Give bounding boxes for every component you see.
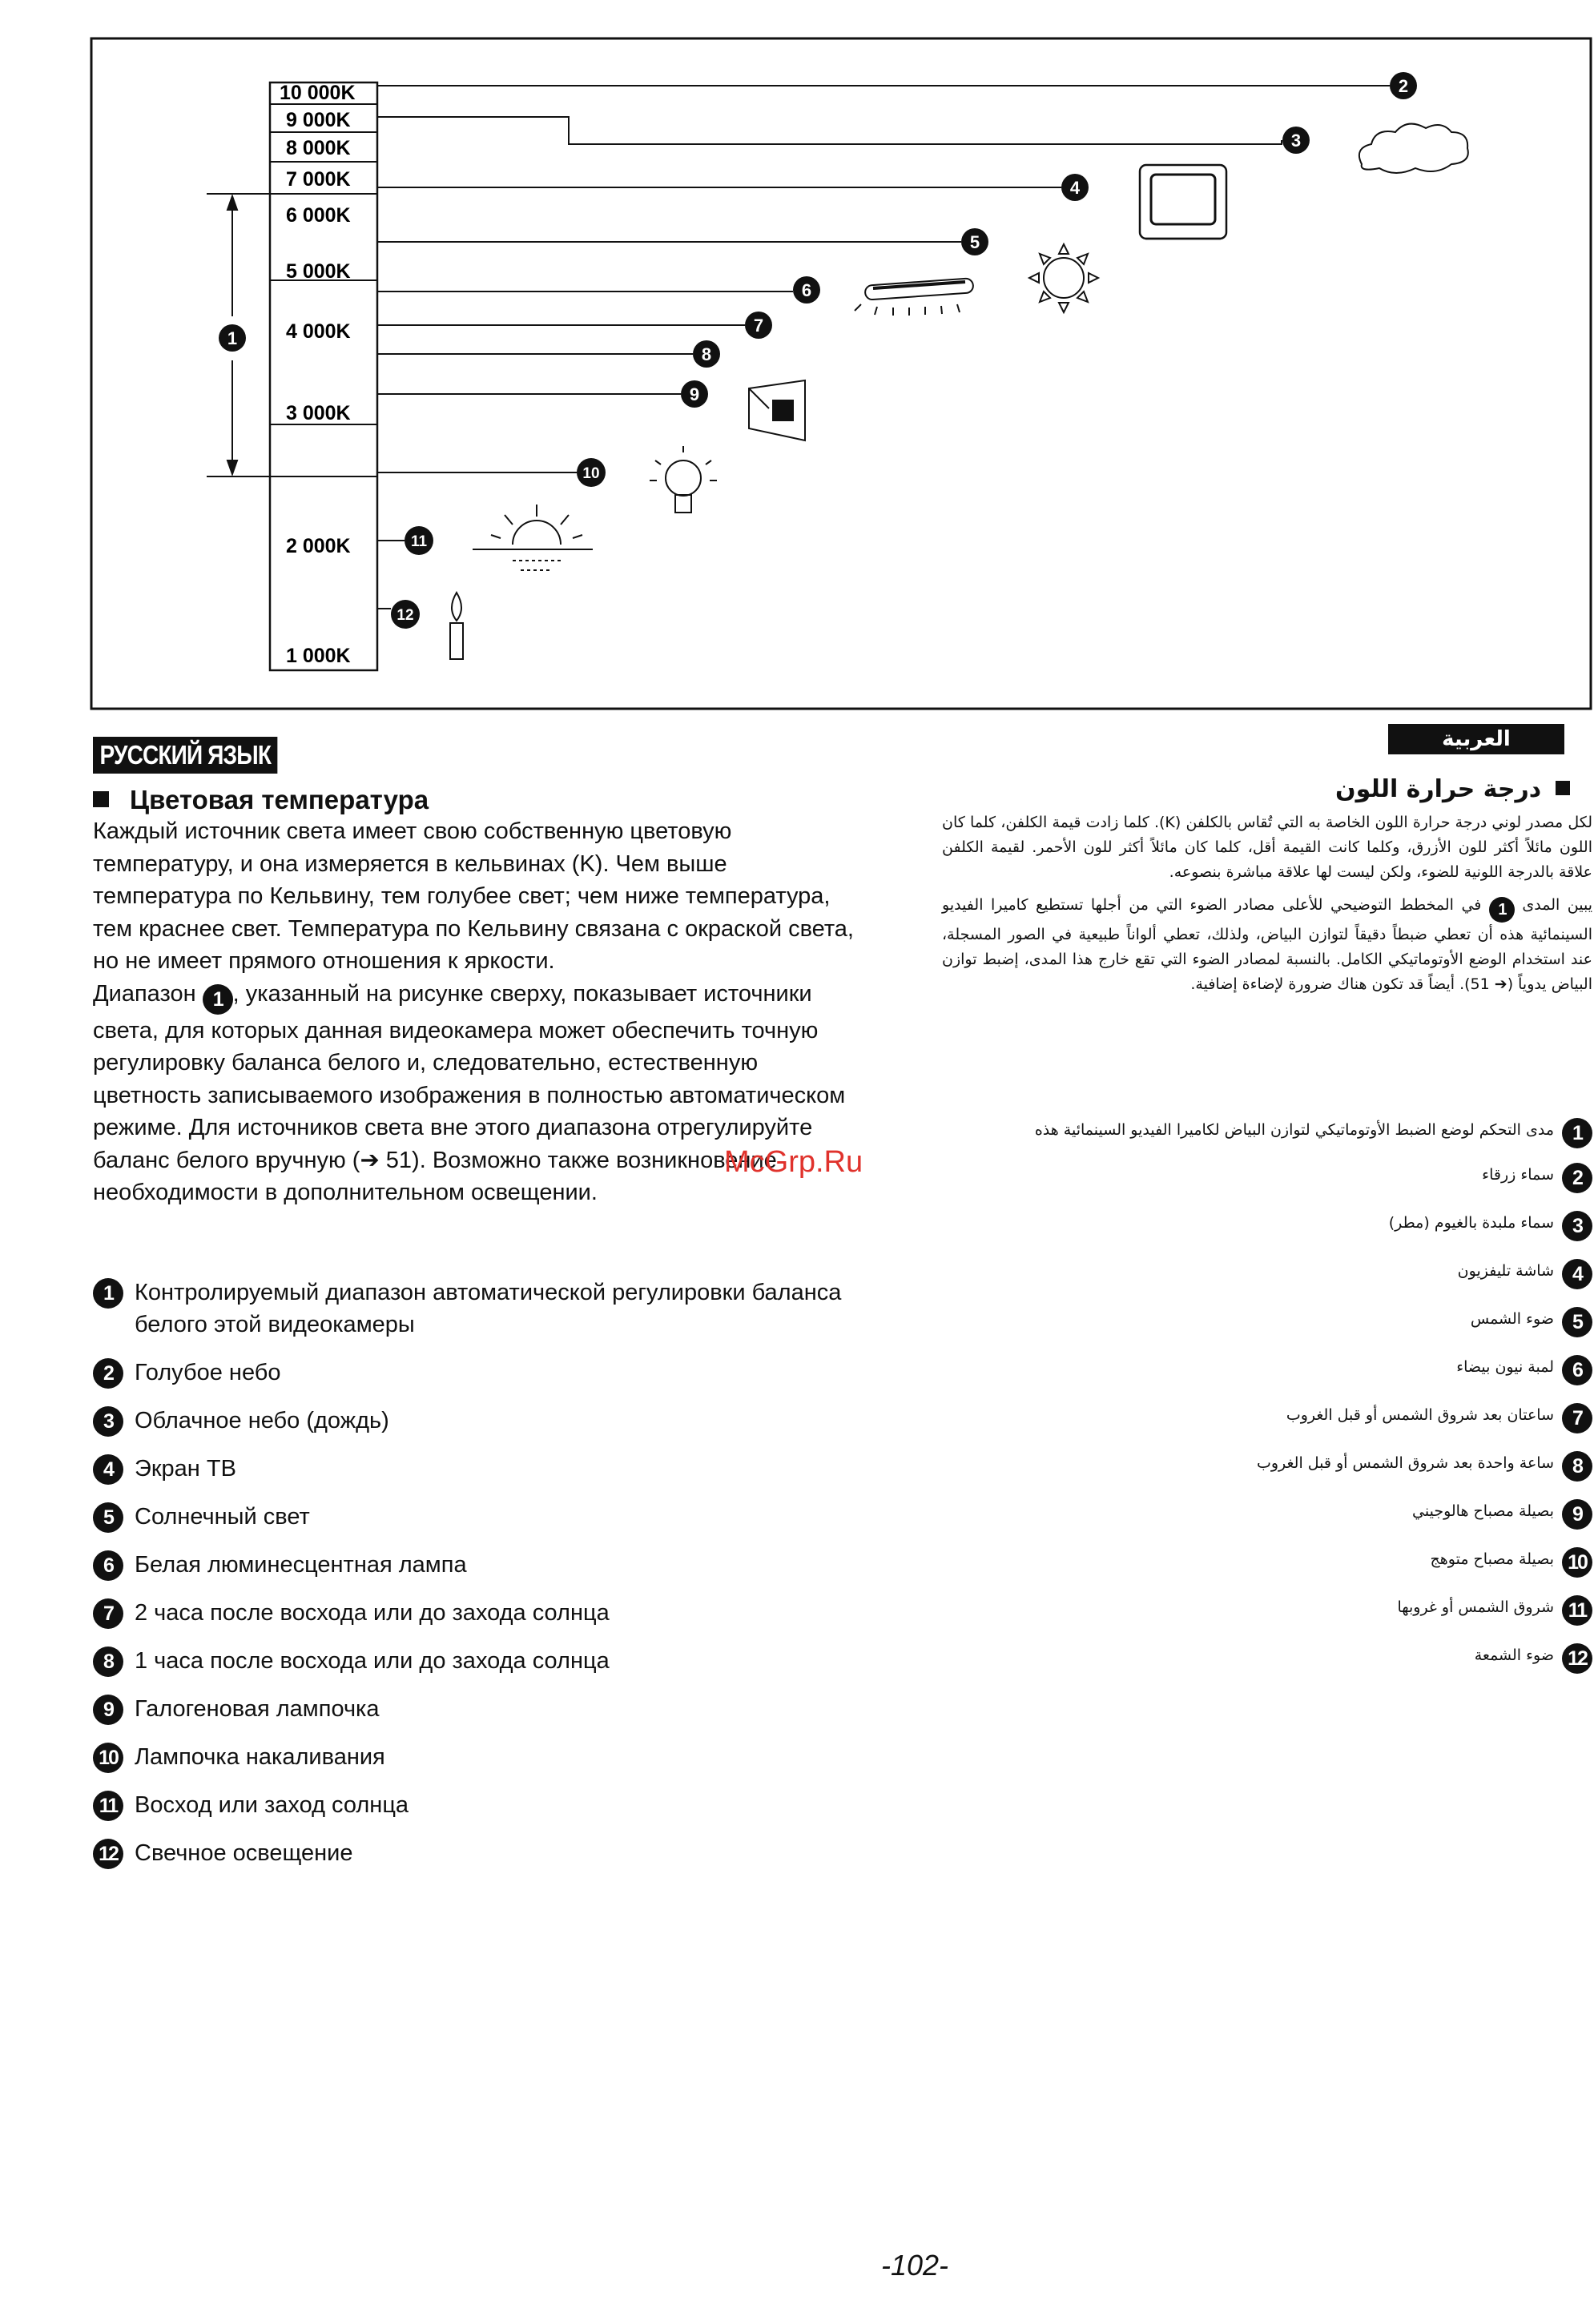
- fluorescent-lamp-icon: [855, 278, 973, 316]
- arabic-legend-item-8: [945, 1451, 1592, 1478]
- marker-9: [681, 380, 708, 408]
- marker-11-icon: 11: [93, 1791, 123, 1821]
- candle-icon: [450, 593, 463, 659]
- marker-3-icon: 3: [93, 1406, 123, 1437]
- scale-label-8000k: 8 000K: [286, 137, 351, 159]
- russian-legend-text-8: 1 часа после восхода или до захода солнца: [135, 1648, 610, 1674]
- scale-label-6000k: 6 000K: [286, 204, 351, 227]
- marker-5: [961, 228, 988, 255]
- russian-legend-item-2: [93, 1357, 862, 1389]
- scale-label-1000k: 1 000K: [286, 645, 351, 667]
- russian-legend-item-12: [93, 1837, 862, 1869]
- svg-text:5: 5: [969, 232, 980, 252]
- russian-legend-item-7: [93, 1597, 862, 1629]
- marker-4-icon: 4: [93, 1454, 123, 1485]
- svg-text:6: 6: [801, 280, 812, 300]
- arabic-legend-item-3: [945, 1211, 1592, 1235]
- arabic-heading: [1335, 775, 1570, 803]
- svg-text:11: 11: [410, 533, 428, 550]
- marker-12-icon: 12: [1562, 1643, 1592, 1674]
- arabic-legend-item-7: [945, 1403, 1592, 1427]
- arabic-para-1: لكل مصدر لوني درجة حرارة اللون الخاصة به التي تُقاس بالكلفن (K). كلما زادت قيمة الكلفن، كلما كان اللون مائلاً أكثر للون الأزرق، وكلما كانت القيمة أقل، كلما كان مائلاً أكثر للون الأحمر. لقيمة الكلفن علاقة بالدرجة اللونية للضوء، ولكن ليست لها علاقة مباشرة بنصوعه.: [942, 814, 1592, 881]
- marker-4: [1061, 174, 1089, 201]
- arabic-legend-text-12: ضوء الشمعة: [1474, 1647, 1554, 1664]
- arabic-body: [942, 810, 1592, 1005]
- marker-7-icon: 7: [1562, 1403, 1592, 1433]
- arabic-legend-item-9: [945, 1499, 1592, 1526]
- marker-7-icon: 7: [93, 1598, 123, 1629]
- marker-8: [693, 340, 720, 368]
- color-temperature-diagram: [0, 0, 1594, 721]
- scale-label-4000k: 4 000K: [286, 320, 351, 343]
- arabic-legend-item-2: [945, 1163, 1592, 1187]
- arabic-para-2-start: يبين المدى: [1522, 896, 1592, 914]
- page-number: -102-: [881, 2249, 949, 2282]
- russian-legend-item-8: [93, 1645, 862, 1677]
- cloud-icon: [1359, 124, 1468, 173]
- russian-para-1: Каждый источник света имеет свою собственную цветовую температуру, и она измеряется в кельвинах (K). Чем выше температура по Кельвину, тем голубее свет; чем ниже температура, тем краснее свет. Температура по Кельвину связана с окраской света, но не имеет прямого отношения к яркости.: [93, 818, 854, 974]
- marker-10: [577, 458, 606, 487]
- arabic-legend-item-12: [945, 1643, 1592, 1670]
- marker-11-icon: 11: [1562, 1595, 1592, 1626]
- square-bullet-icon: [93, 791, 109, 807]
- marker-6: [793, 276, 820, 304]
- marker-8-icon: 8: [93, 1647, 123, 1677]
- svg-text:4: 4: [1069, 178, 1081, 198]
- scale-label-10000k: 10 000K: [280, 82, 356, 104]
- marker-1-icon: 1: [1562, 1118, 1592, 1148]
- marker-10-icon: 10: [93, 1743, 123, 1773]
- marker-1-inline: 1: [203, 984, 233, 1015]
- svg-text:10: 10: [582, 465, 600, 482]
- marker-11: [405, 526, 433, 555]
- marker-4-icon: 4: [1562, 1259, 1592, 1289]
- arabic-para-2: [942, 893, 1592, 997]
- russian-legend-list: [93, 1277, 862, 1869]
- arabic-legend-item-4: [945, 1259, 1592, 1283]
- russian-legend-text-12: Свечное освещение: [135, 1840, 353, 1866]
- russian-legend-text-5: Солнечный свет: [135, 1504, 310, 1530]
- halogen-lamp-icon: [749, 380, 805, 440]
- russian-legend-item-5: [93, 1501, 862, 1533]
- russian-legend-item-4: [93, 1453, 862, 1485]
- russian-legend-text-3: Облачное небо (дождь): [135, 1408, 389, 1433]
- arabic-language-tag: العربية: [1388, 724, 1564, 754]
- scale-label-5000k: 5 000K: [286, 260, 351, 283]
- russian-para-2-end: , указанный на рисунке сверху, показывает источники света, для которых данная видеокамера может обеспечить точную регулировку баланса белого и, следовательно, естественную цветность записываемого изображения в полностью автоматическом режиме. Для источников света вне этого диапазона отрегулируйте баланс белого вручную (➔ 51). Возможно также возникновение необходимости в дополнительном освещении.: [93, 980, 846, 1205]
- scale-label-7000k: 7 000K: [286, 168, 351, 191]
- russian-legend-item-9: [93, 1693, 862, 1725]
- marker-2: [1390, 72, 1417, 99]
- marker-2-icon: 2: [1562, 1163, 1592, 1193]
- russian-legend-text-2: Голубое небо: [135, 1360, 281, 1385]
- marker-10-icon: 10: [1562, 1547, 1592, 1578]
- marker-12-icon: 12: [93, 1839, 123, 1869]
- russian-para-2-start: Диапазон: [93, 980, 196, 1007]
- marker-3-icon: 3: [1562, 1211, 1592, 1241]
- svg-text:8: 8: [701, 344, 712, 364]
- sun-icon: [1029, 244, 1098, 312]
- arabic-legend-item-6: [945, 1355, 1592, 1379]
- arabic-legend-text-1: مدى التحكم لوضع الضبط الأوتوماتيكي لتوازن البياض لكاميرا الفيديو السينمائية هذه: [1034, 1121, 1554, 1139]
- russian-legend-text-1: Контролируемый диапазон автоматической регулировки баланса белого этой видеокамеры: [135, 1280, 842, 1337]
- incandescent-bulb-icon: [650, 446, 717, 513]
- scale-label-2000k: 2 000K: [286, 535, 351, 557]
- marker-3: [1282, 127, 1310, 154]
- marker-7: [745, 312, 772, 339]
- marker-12: [391, 600, 420, 629]
- marker-1: [219, 324, 246, 352]
- arabic-legend-text-3: سماء ملبدة بالغيوم (مطر): [1388, 1214, 1554, 1232]
- russian-legend-item-6: [93, 1549, 862, 1581]
- arabic-legend-text-9: بصيلة مصباح هالوجيني: [1412, 1502, 1554, 1520]
- russian-legend-item-3: [93, 1405, 862, 1437]
- russian-legend-text-7: 2 часа после восхода или до захода солнца: [135, 1600, 610, 1626]
- marker-9-icon: 9: [93, 1695, 123, 1725]
- svg-text:2: 2: [1398, 76, 1409, 96]
- arabic-legend-text-10: بصيلة مصباح متوهج: [1430, 1550, 1554, 1568]
- arabic-legend-item-5: [945, 1307, 1592, 1331]
- marker-9-icon: 9: [1562, 1499, 1592, 1530]
- russian-legend-item-11: [93, 1789, 862, 1821]
- arabic-legend-item-1: [945, 1118, 1592, 1142]
- arabic-legend-item-11: [945, 1595, 1592, 1622]
- arabic-legend-text-2: سماء زرقاء: [1482, 1166, 1554, 1184]
- square-bullet-icon: [1556, 781, 1570, 795]
- russian-language-tag: РУССКИЙ ЯЗЫК: [93, 737, 278, 774]
- marker-1-inline-ar: 1: [1489, 897, 1515, 923]
- arabic-heading-text: درجة حرارة اللون: [1335, 775, 1542, 803]
- arabic-para-2-end: في المخطط التوضيحي للأعلى مصادر الضوء التي من أجلها تستطيع كاميرا الفيديو السينمائية هذه أن تعطي ضبطاً دقيقاً لتوازن البياض، ولذلك، تعطي ألواناً طبيعية في الصور المسجلة، عند استخدام الوضع الأوتوماتيكي الكامل. بالنسبة لمصادر الضوء التي تقع خارج هذا المدى، إضبط توازن البياض يدوياً (➔ 51). أيضاً قد تكون هناك ضرورة لإضاءة إضافية.: [942, 896, 1592, 993]
- arabic-legend-text-8: ساعة واحدة بعد شروق الشمس أو قبل الغروب: [1256, 1454, 1554, 1472]
- russian-heading: [93, 785, 429, 815]
- arabic-legend-text-6: لمبة نيون بيضاء: [1456, 1358, 1554, 1376]
- russian-legend-text-9: Галогеновая лампочка: [135, 1696, 380, 1722]
- arabic-legend-list: [945, 1118, 1592, 1670]
- russian-heading-text: Цветовая температура: [130, 785, 429, 814]
- russian-legend-item-1: [93, 1277, 862, 1341]
- marker-2-icon: 2: [93, 1358, 123, 1389]
- russian-legend-text-6: Белая люминесцентная лампа: [135, 1552, 467, 1578]
- russian-legend-item-10: [93, 1741, 862, 1773]
- scale-label-9000k: 9 000K: [286, 109, 351, 131]
- arabic-legend-item-10: [945, 1547, 1592, 1574]
- russian-legend-text-11: Восход или заход солнца: [135, 1792, 409, 1818]
- scale-label-3000k: 3 000K: [286, 402, 351, 424]
- marker-6-icon: 6: [1562, 1355, 1592, 1385]
- pointer-lines: [377, 86, 1390, 609]
- svg-text:9: 9: [689, 384, 700, 404]
- russian-legend-text-10: Лампочка накаливания: [135, 1744, 385, 1770]
- russian-legend-text-4: Экран ТВ: [135, 1456, 236, 1482]
- svg-text:7: 7: [753, 316, 764, 336]
- arabic-legend-text-4: شاشة تليفزيون: [1457, 1262, 1554, 1280]
- arabic-legend-text-7: ساعتان بعد شروق الشمس أو قبل الغروب: [1286, 1406, 1554, 1424]
- sunrise-icon: [473, 505, 593, 570]
- svg-text:3: 3: [1290, 131, 1302, 151]
- marker-8-icon: 8: [1562, 1451, 1592, 1482]
- arabic-legend-text-11: شروق الشمس أو غروبها: [1397, 1598, 1554, 1616]
- svg-text:12: 12: [396, 607, 414, 624]
- marker-5-icon: 5: [93, 1502, 123, 1533]
- marker-1-icon: 1: [93, 1278, 123, 1309]
- tv-screen-icon: [1140, 165, 1226, 239]
- marker-5-icon: 5: [1562, 1307, 1592, 1337]
- svg-text:1: 1: [227, 328, 238, 348]
- arabic-legend-text-5: ضوء الشمس: [1470, 1310, 1554, 1328]
- marker-6-icon: 6: [93, 1550, 123, 1581]
- watermark: McGrp.Ru: [724, 1145, 863, 1179]
